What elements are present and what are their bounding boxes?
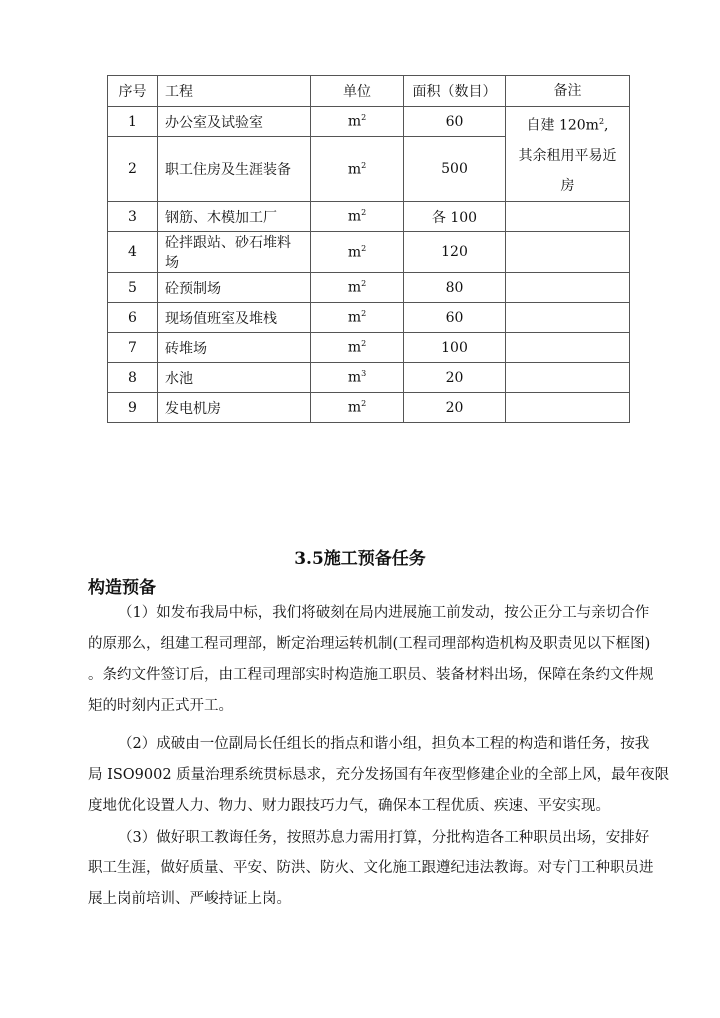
- quantity: 80: [404, 273, 506, 303]
- unit-exponent: 2: [361, 160, 367, 170]
- header-cell: 单位: [311, 76, 404, 107]
- paragraph-line: （1）如发布我局中标，我们将破刻在局内进展施工前发动，按公正分工与亲切合作: [118, 605, 650, 621]
- paragraph-line: 展上岗前培训、严峻持证上岗。: [88, 891, 291, 907]
- quantity: 20: [404, 393, 506, 423]
- remark-empty: [506, 303, 630, 333]
- unit-base: m: [347, 113, 362, 130]
- row-number: 8: [108, 363, 158, 393]
- table-row: [108, 333, 630, 363]
- facilities-table: [107, 75, 630, 423]
- table-row: [108, 273, 630, 303]
- remark: [506, 107, 630, 202]
- remark-text: 自建 120m: [526, 117, 599, 134]
- quantity: 500: [404, 137, 506, 202]
- quantity: 60: [404, 107, 506, 137]
- subheading: 构造预备: [88, 578, 156, 598]
- quantity: 100: [404, 333, 506, 363]
- unit: [311, 137, 404, 202]
- paragraph-line: 度地优化设置人力、物力、财力跟技巧力气，确保本工程优质、疾速、平安实现。: [88, 798, 610, 814]
- unit-exponent: 2: [361, 309, 367, 319]
- row-number: 9: [108, 393, 158, 423]
- remark-empty: [506, 232, 630, 273]
- remark-text: 房: [560, 177, 575, 194]
- paragraph-line: 的原那么，组建工程司理部，断定治理运转机制(工程司理部构造机构及职责见以下框图): [88, 636, 651, 652]
- paragraph-line: 局 ISO9002 质量治理系统贯标恳求，充分发扬国有年夜型修建企业的全部上风，最年夜限: [88, 767, 670, 783]
- section-title: 3.5施工预备任务: [294, 549, 426, 569]
- table-row: [108, 393, 630, 423]
- remark-empty: [506, 202, 630, 232]
- unit-base: m: [347, 208, 362, 225]
- unit-exponent: 2: [361, 279, 367, 289]
- item-name: 水池: [158, 363, 311, 393]
- unit: [311, 333, 404, 363]
- remark-text: 其余租用平易近: [518, 147, 617, 164]
- unit-exponent: 2: [361, 208, 367, 218]
- quantity: 120: [404, 232, 506, 273]
- unit-base: m: [347, 369, 362, 386]
- table-header: [108, 76, 630, 107]
- paragraph-line: 矩的时刻内正式开工。: [88, 698, 233, 714]
- unit-base: m: [347, 399, 362, 416]
- unit-exponent: 2: [361, 399, 367, 409]
- unit-exponent: 2: [361, 339, 367, 349]
- unit-base: m: [347, 161, 362, 178]
- unit-exponent: 3: [361, 369, 367, 379]
- quantity: 60: [404, 303, 506, 333]
- row-number: 7: [108, 333, 158, 363]
- paragraph-line: 。条约文件签订后，由工程司理部实时构造施工职员、装备材料出场，保障在条约文件规: [88, 667, 654, 683]
- unit-base: m: [347, 309, 362, 326]
- unit: [311, 363, 404, 393]
- item-name: 砖堆场: [158, 333, 311, 363]
- remark-exponent: 2: [598, 117, 605, 127]
- table-row: [108, 107, 630, 137]
- item-name: 现场值班室及堆栈: [158, 303, 311, 333]
- unit-exponent: 2: [361, 243, 367, 253]
- header-cell: 序号: [108, 76, 158, 107]
- unit-exponent: 2: [361, 113, 367, 123]
- quantity: 各 100: [404, 202, 506, 232]
- row-number: 5: [108, 273, 158, 303]
- paragraph-line: （2）成破由一位副局长任组长的指点和谐小组，担负本工程的构造和谐任务，按我: [118, 736, 650, 752]
- unit: [311, 232, 404, 273]
- unit: [311, 273, 404, 303]
- unit-base: m: [347, 244, 362, 261]
- header-cell: 备注: [506, 76, 630, 107]
- unit: [311, 107, 404, 137]
- row-number: 3: [108, 202, 158, 232]
- remark-empty: [506, 393, 630, 423]
- item-name: 砼预制场: [158, 273, 311, 303]
- table-row: [108, 202, 630, 232]
- table-row: [108, 363, 630, 393]
- item-name: 发电机房: [158, 393, 311, 423]
- unit-base: m: [347, 279, 362, 296]
- row-number: 4: [108, 232, 158, 273]
- header-cell: 面积（数目）: [404, 76, 506, 107]
- row-number: 2: [108, 137, 158, 202]
- paragraph-line: 职工生涯，做好质量、平安、防洪、防火、文化施工跟遵纪违法教诲。对专门工种职员进: [88, 860, 654, 876]
- unit-base: m: [347, 339, 362, 356]
- unit: [311, 202, 404, 232]
- remark-empty: [506, 363, 630, 393]
- item-name: 职工住房及生涯装备: [158, 137, 311, 202]
- item-name: 办公室及试验室: [158, 107, 311, 137]
- row-number: 6: [108, 303, 158, 333]
- header-cell: 工程: [158, 76, 311, 107]
- remark-empty: [506, 273, 630, 303]
- item-name: 砼拌跟站、砂石堆料场: [158, 232, 311, 273]
- table-row: [108, 232, 630, 273]
- remark-text: ,: [604, 117, 609, 134]
- quantity: 20: [404, 363, 506, 393]
- paragraph-line: （3）做好职工教诲任务，按照苏息力需用打算，分批构造各工种职员出场，安排好: [118, 830, 650, 846]
- unit: [311, 303, 404, 333]
- table-row: [108, 303, 630, 333]
- unit: [311, 393, 404, 423]
- row-number: 1: [108, 107, 158, 137]
- item-name: 钢筋、木模加工厂: [158, 202, 311, 232]
- remark-empty: [506, 333, 630, 363]
